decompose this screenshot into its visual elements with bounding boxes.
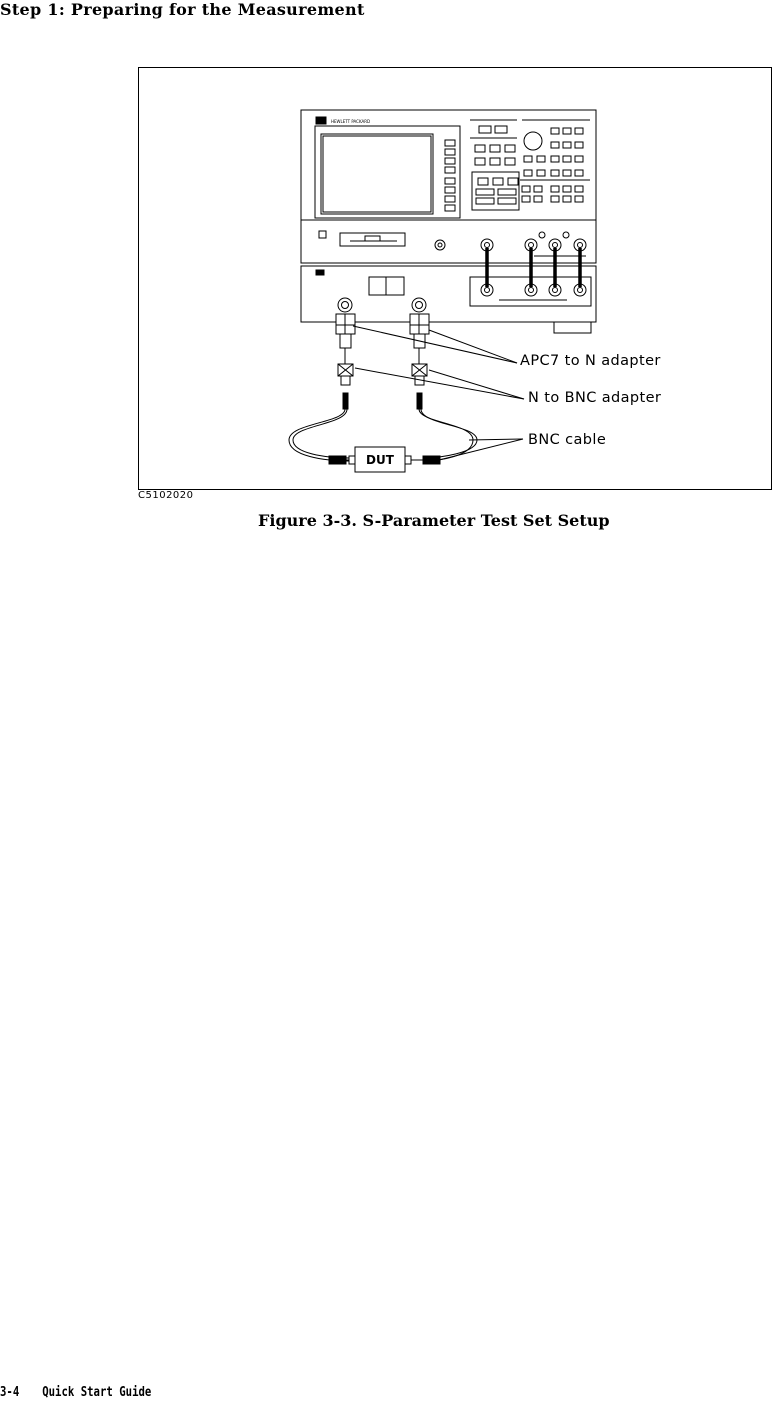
dut-label: DUT [366,453,394,467]
setup-diagram [139,68,773,491]
page-footer [0,1385,151,1400]
callout-leaders [353,326,524,460]
page-number: 3-4 [0,1385,20,1400]
setup-figure [138,67,772,490]
svg-text:HEWLETT PACKARD: HEWLETT PACKARD [331,119,371,124]
network-analyzer [301,110,596,263]
apc7-adapter-callout: APC7 to N adapter [520,353,661,369]
guide-title: Quick Start Guide [42,1385,152,1400]
bnc-adapter-callout: N to BNC adapter [528,390,662,406]
figure-caption: Figure 3-3. S-Parameter Test Set Setup [258,511,610,530]
bnc-cable-callout: BNC cable [528,432,607,448]
step-heading: Step 1: Preparing for the Measurement [0,0,365,19]
figure-id-code: C5102020 [138,490,194,501]
